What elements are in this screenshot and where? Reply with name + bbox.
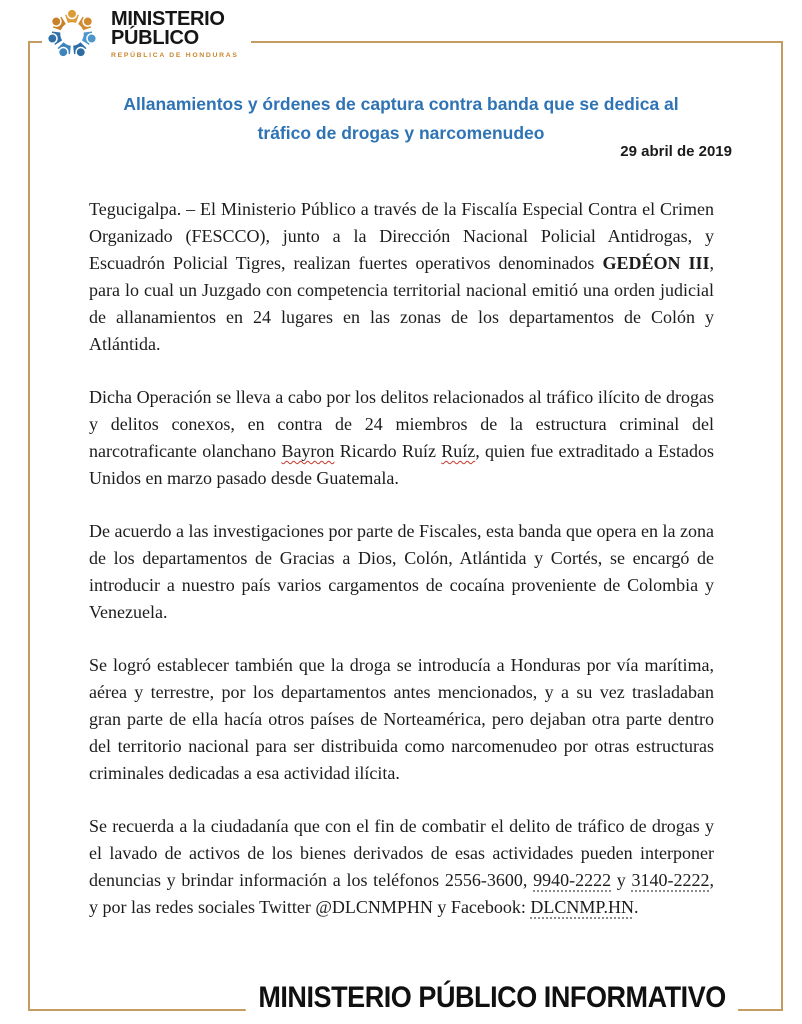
page-title [0,90,802,148]
people-circle-icon [42,4,102,64]
ministerio-publico-logo [42,4,251,68]
footer-banner-text: MINISTERIO PÚBLICO INFORMATIVO [257,981,726,1014]
text-run: Tegucigalpa. – El Ministerio Público a través de la Fiscalía Especial Contra el Crimen Organizado (FESCCO), junto a la Dirección Nacional Policial Antidrogas, y Escuadrón Policial Tigres, realizan fuertes operativos denominados [89,199,714,273]
text-run: . [633,897,639,917]
body-paragraph [89,813,714,921]
body-paragraph [89,196,714,358]
logo-line-1: MINISTERIO [111,7,225,30]
text-run: Dicha Operación se lleva a cabo por los delitos relacionados al tráfico ilícito de drogas y delitos conexos, en contra de 24 miembros de la estructura criminal del narcotraficante olanchano [89,387,714,461]
text-run: Bayron [281,441,335,461]
text-run: 3140-2222 [631,870,710,890]
footer-banner [245,976,738,1016]
text-run: , para lo cual un Juzgado con competencia territorial nacional emitió una orden judicial de allanamientos en 24 lugares en las zonas de los departamentos de Colón y Atlántida. [89,253,714,354]
logo-line-2: PÚBLICO [111,26,199,49]
body-paragraph [89,518,714,626]
title-line-2: tráfico de drogas y narcomenudeo [257,123,545,143]
title-line-1: Allanamientos y órdenes de captura contra banda que se dedica al [123,94,679,114]
text-run: De acuerdo a las investigaciones por parte de Fiscales, esta banda que opera en la zona de los departamentos de Gracias a Dios, Colón, Atlántida y Cortés, se encargó de introducir a nuestro país varios cargamentos de cocaína proveniente de Colombia y Venezuela. [89,521,714,622]
body-paragraph [89,652,714,787]
text-run: GEDÉON III [602,253,710,273]
article-body [89,196,714,947]
body-paragraph [89,384,714,492]
article-date: 29 abril de 2019 [620,143,732,160]
logo-tagline: REPÚBLICA DE HONDURAS [111,51,239,59]
text-run: , y por las redes sociales Twitter @DLCNMPHN y Facebook: [89,870,714,917]
text-run: Se recuerda a la ciudadanía que con el fin de combatir el delito de tráfico de drogas y el lavado de activos de los bienes derivados de esas actividades pueden interponer denuncias y brindar información a los teléfonos 2556-3600, [89,816,714,890]
text-run: Ruíz [441,441,476,461]
logo-text [111,7,239,59]
text-run: Ricardo Ruíz [334,441,442,461]
text-run: , quien fue extraditado a Estados Unidos en marzo pasado desde Guatemala. [89,441,715,488]
text-run: 9940-2222 [533,870,612,890]
text-run: Se logró establecer también que la droga se introducía a Honduras por vía marítima, aérea y terrestre, por los departamentos antes mencionados, y a su vez trasladaban gran parte de ella hacía otros países de Norteamérica, pero dejaban otra parte dentro del territorio nacional para ser distribuida como narcomenudeo por otras estructuras criminales dedicadas a esa actividad ilícita. [89,655,714,783]
text-run: DLCNMP.HN [530,897,634,917]
text-run: y [611,870,632,890]
